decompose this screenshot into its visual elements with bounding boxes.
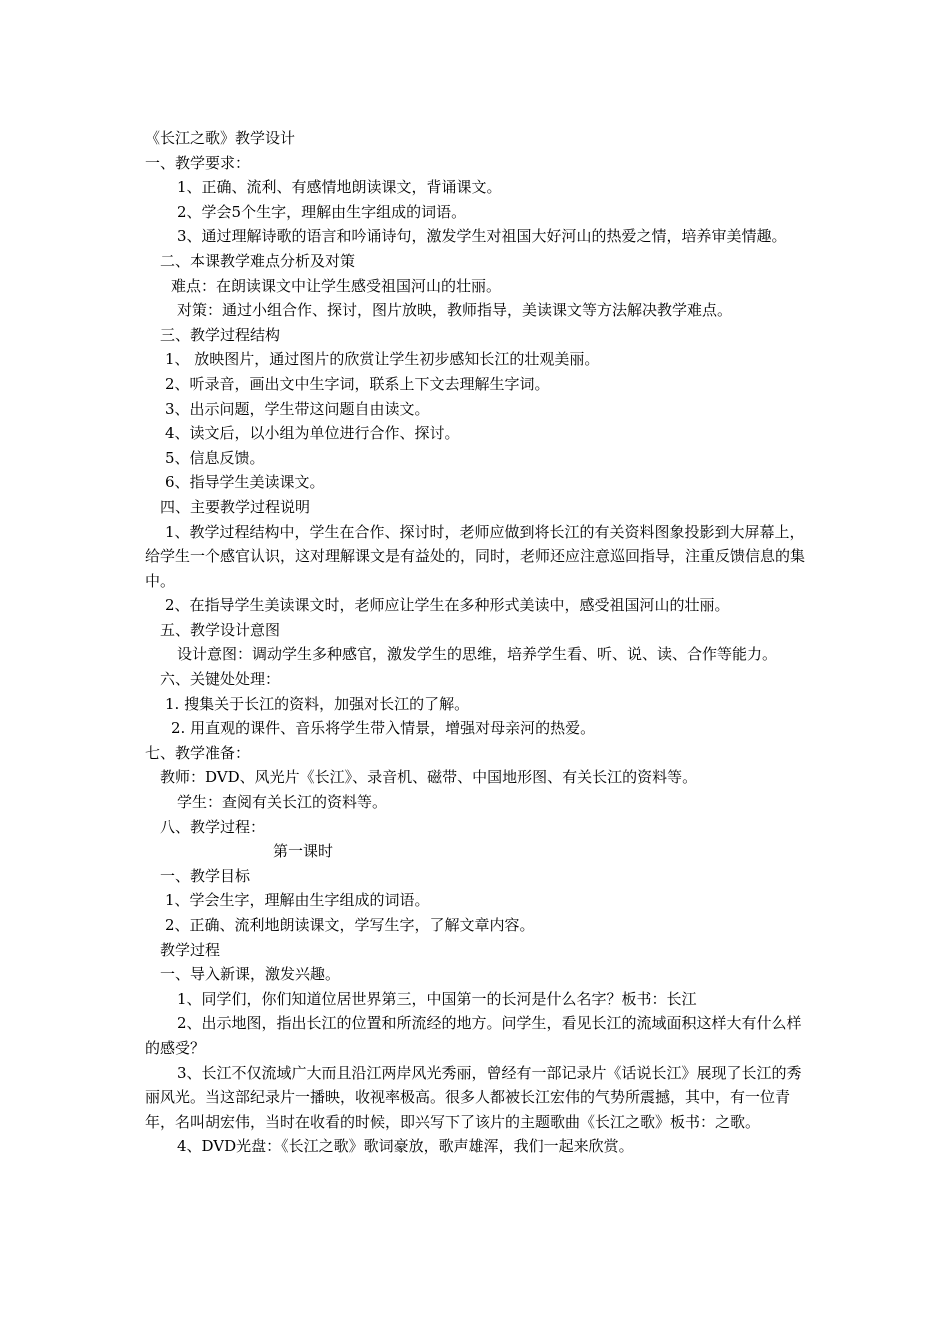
process-item: 6、指导学生美读课文。	[165, 473, 325, 492]
lesson-title: 第一课时	[273, 842, 334, 861]
step-heading: 一、导入新课，激发兴趣。	[160, 965, 341, 984]
requirement-item: 1、正确、流利、有感情地朗读课文，背诵课文。	[177, 178, 502, 197]
difficulty-text: 难点：在朗读课文中让学生感受祖国河山的壮丽。	[171, 276, 502, 295]
design-intent-text: 设计意图：调动学生多种感官，激发学生的思维，培养学生看、听、说、读、合作等能力。	[177, 645, 778, 664]
preparation-student: 学生：查阅有关长江的资料等。	[177, 793, 388, 812]
goal-heading: 一、教学目标	[160, 866, 251, 885]
section-heading-process-structure: 三、教学过程结构	[160, 325, 281, 344]
process-item: 5、信息反馈。	[165, 448, 265, 467]
process-item: 3、出示问题，学生带这问题自由读文。	[165, 399, 430, 418]
strategy-text: 对策：通过小组合作、探讨，图片放映，教师指导，美读课文等方法解决教学难点。	[177, 301, 733, 320]
document-body	[145, 126, 815, 1159]
step-item: 4、DVD光盘：《长江之歌》歌词豪放，歌声雄浑，我们一起来欣赏。	[177, 1137, 634, 1156]
process-item: 2、听录音，画出文中生字词，联系上下文去理解生字词。	[165, 374, 550, 393]
process-item: 4、读文后，以小组为单位进行合作、探讨。	[165, 424, 460, 443]
key-point-item: 2. 用直观的课件、音乐将学生带入情景，增强对母亲河的热爱。	[171, 719, 596, 738]
process-heading: 教学过程	[160, 940, 221, 959]
process-item: 1、 放映图片，通过图片的欣赏让学生初步感知长江的壮观美丽。	[165, 350, 600, 369]
preparation-teacher: 教师：DVD、风光片《长江》、录音机、磁带、中国地形图、有关长江的资料等。	[160, 768, 698, 787]
goal-item: 1、学会生字，理解由生字组成的词语。	[165, 891, 430, 910]
section-heading-requirements: 一、教学要求：	[145, 153, 251, 172]
step-item: 3、长江不仅流域广大而且沿江两岸风光秀丽，曾经有一部记录片《话说长江》展现了长江的秀丽风光。当这部纪录片一播映，收视率极高。很多人都被长江宏伟的气势所震撼，其中，有一位青年，名叫胡宏伟，当时在收看的时候，即兴写下了该片的主题歌曲《长江之歌》板书：之歌。	[145, 1063, 802, 1131]
requirement-item: 3、通过理解诗歌的语言和吟诵诗句，激发学生对祖国大好河山的热爱之情，培养审美情趣。	[177, 227, 787, 246]
document-title: 《长江之歌》教学设计	[145, 129, 296, 147]
section-heading-preparation: 七、教学准备：	[145, 743, 251, 762]
explanation-item: 1、教学过程结构中，学生在合作、探讨时，老师应做到将长江的有关资料图象投影到大屏幕上，给学生一个感官认识，这对理解课文是有益处的，同时，老师还应注意巡回指导，注重反馈信息的集中。	[145, 522, 806, 590]
section-heading-teaching-process: 八、教学过程：	[160, 817, 266, 836]
step-item: 1、同学们，你们知道位居世界第三，中国第一的长河是什么名字？板书：长江	[177, 989, 697, 1008]
explanation-item: 2、在指导学生美读课文时，老师应让学生在多种形式美读中，感受祖国河山的壮丽。	[165, 596, 730, 615]
goal-item: 2、正确、流利地朗读课文，学写生字，了解文章内容。	[165, 916, 535, 934]
section-heading-process-explanation: 四、主要教学过程说明	[160, 497, 311, 516]
section-heading-key-points: 六、关键处处理：	[160, 670, 281, 689]
section-heading-difficulty: 二、本课教学难点分析及对策	[160, 251, 356, 270]
key-point-item: 1. 搜集关于长江的资料，加强对长江的了解。	[165, 694, 470, 713]
requirement-item: 2、学会5个生字，理解由生字组成的词语。	[177, 202, 467, 221]
section-heading-design-intent: 五、教学设计意图	[160, 620, 281, 639]
step-item: 2、出示地图，指出长江的位置和所流经的地方。问学生，看见长江的流域面积这样大有什么样的感受？	[145, 1014, 802, 1057]
